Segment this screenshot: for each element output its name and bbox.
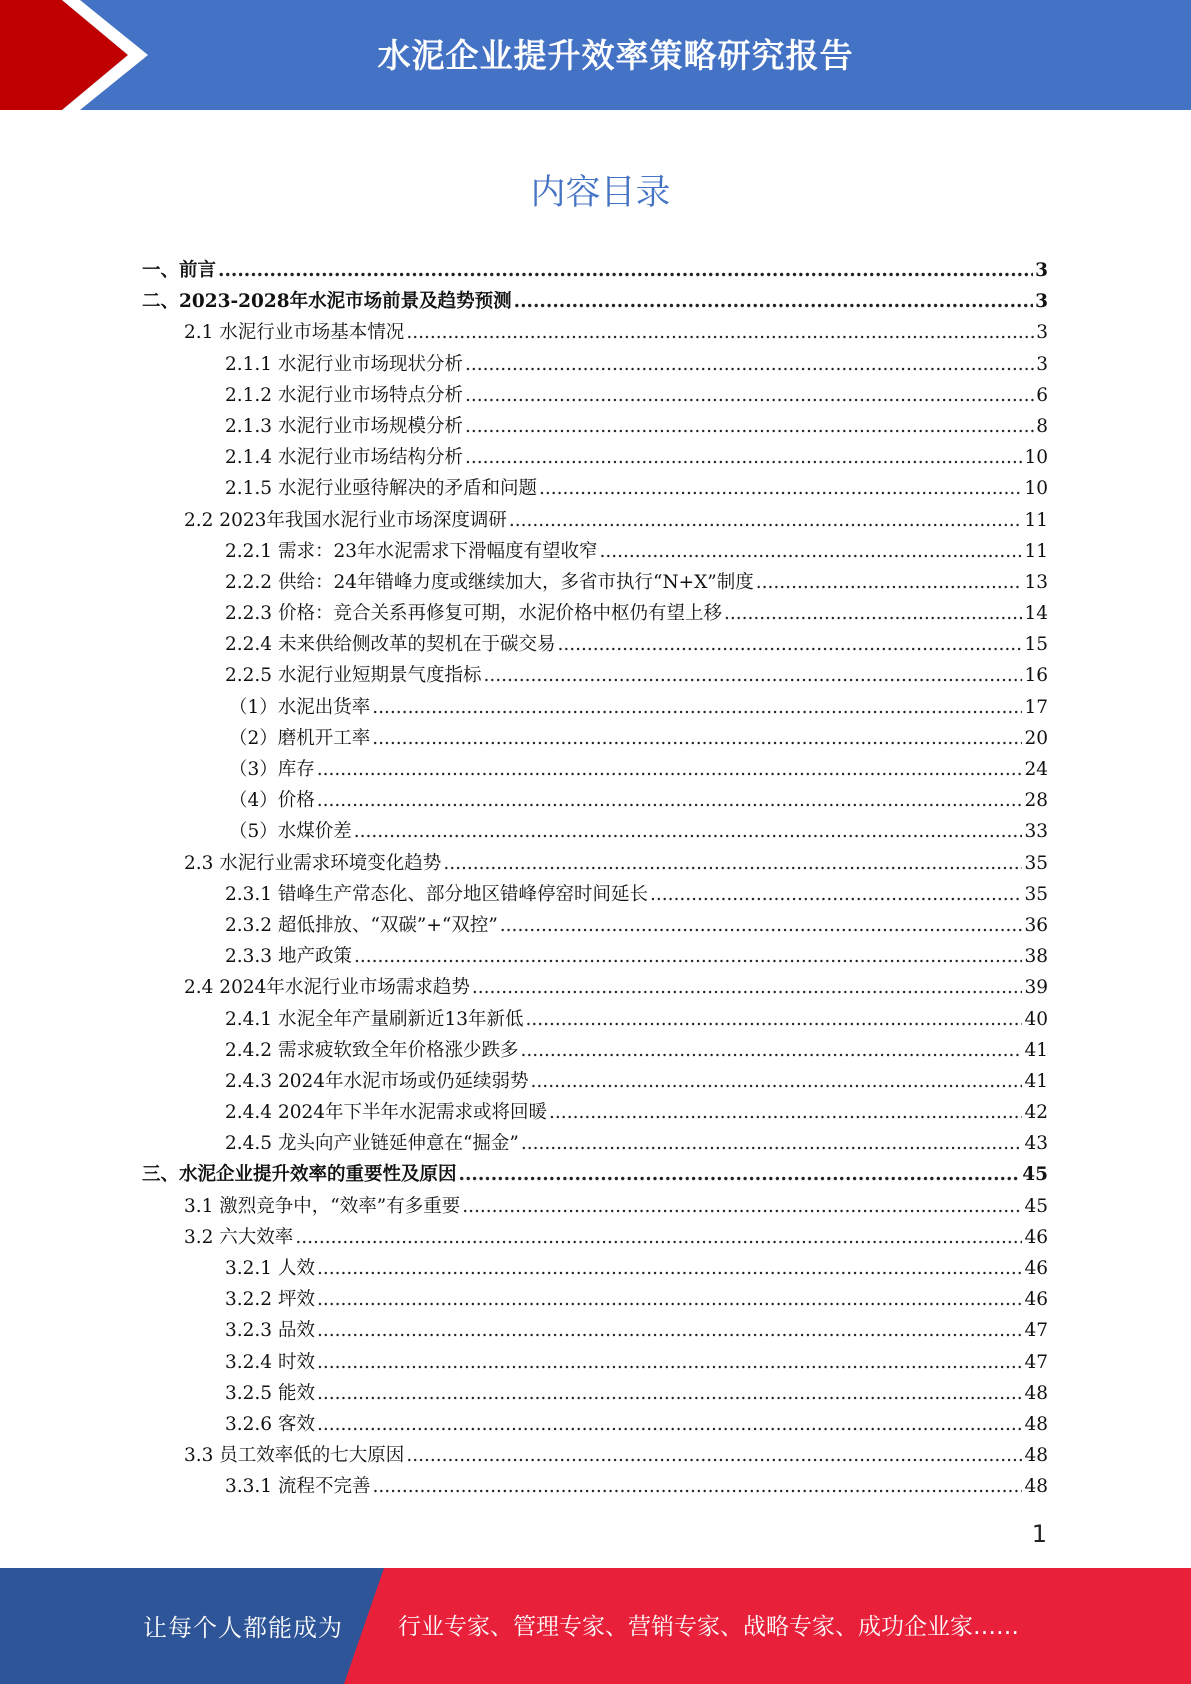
toc-dot-leader (317, 1409, 1023, 1440)
toc-dot-leader (509, 505, 1023, 536)
toc-entry-page: 15 (1024, 634, 1048, 656)
toc-entry-label: 2.1 水泥行业市场基本情况 (184, 322, 405, 344)
toc-entry-label: 2.4.4 2024年下半年水泥需求或将回暖 (225, 1102, 548, 1124)
toc-entry[interactable] (142, 1378, 1048, 1409)
toc-entry-label: 3.2.1 人效 (225, 1258, 315, 1279)
toc-entry[interactable] (142, 1347, 1048, 1378)
toc-entry-page: 6 (1036, 384, 1048, 406)
toc-dot-leader (465, 380, 1034, 411)
toc-entry[interactable] (142, 972, 1048, 1003)
toc-entry-page: 48 (1024, 1445, 1048, 1467)
toc-entry[interactable] (142, 848, 1048, 879)
toc-entry-page: 45 (1024, 1195, 1048, 1217)
toc-entry[interactable] (142, 816, 1048, 847)
toc-dot-leader (218, 255, 1033, 286)
toc-entry-label: 3.1 激烈竞争中，“效率”有多重要 (184, 1195, 461, 1217)
toc-entry-page: 36 (1024, 914, 1048, 936)
toc-entry-label: 2.4.5 龙头向产业链延伸意在“掘金” (225, 1133, 519, 1155)
toc-dot-leader (317, 1315, 1023, 1346)
toc-entry-page: 10 (1024, 478, 1048, 500)
toc-entry-page: 14 (1024, 603, 1048, 625)
toc-entry-label: 2.1.3 水泥行业市场规模分析 (225, 415, 463, 437)
toc-entry-label: 2.2.5 水泥行业短期景气度指标 (225, 665, 482, 687)
toc-entry[interactable] (142, 1222, 1048, 1253)
toc-dot-leader (500, 910, 1023, 941)
toc-entry-page: 11 (1024, 509, 1048, 531)
toc-entry-page: 41 (1024, 1070, 1048, 1092)
toc-dot-leader (354, 941, 1023, 972)
table-of-contents (142, 255, 1048, 1503)
report-title: 水泥企业提升效率策略研究报告 (377, 36, 854, 75)
toc-entry-label: 2.2.3 价格：竞合关系再修复可期，水泥价格中枢仍有望上移 (225, 603, 722, 625)
toc-entry-page: 40 (1024, 1008, 1048, 1030)
toc-entry-page: 33 (1024, 821, 1048, 843)
toc-entry-page: 48 (1024, 1413, 1048, 1435)
toc-entry[interactable] (142, 692, 1048, 723)
toc-entry[interactable] (142, 317, 1048, 348)
toc-dot-leader (317, 1347, 1023, 1378)
footer-slogan-right: 行业专家、管理专家、营销专家、战略专家、成功企业家…… (398, 1614, 1019, 1640)
toc-entry-page: 47 (1024, 1320, 1048, 1342)
toc-entry-label: 3.3.1 流程不完善 (225, 1476, 371, 1498)
toc-entry-label: 3.2.2 坪效 (225, 1289, 315, 1311)
footer-slogan-left: 让每个人都能成为 (143, 1614, 343, 1642)
toc-dot-leader (650, 879, 1022, 910)
toc-entry[interactable] (142, 1159, 1048, 1190)
toc-dot-leader (354, 816, 1023, 847)
toc-entry-page: 3 (1036, 322, 1048, 344)
toc-entry-page: 41 (1024, 1039, 1048, 1061)
toc-heading: 内容目录 (530, 173, 671, 213)
toc-entry[interactable] (142, 1284, 1048, 1315)
toc-entry-page: 35 (1024, 883, 1048, 905)
toc-dot-leader (317, 1284, 1023, 1315)
toc-dot-leader (483, 660, 1022, 691)
toc-entry[interactable] (142, 1191, 1048, 1222)
toc-entry-label: （4）价格 (229, 790, 315, 812)
toc-dot-leader (406, 1440, 1022, 1471)
toc-entry[interactable] (142, 723, 1048, 754)
toc-dot-leader (317, 1253, 1023, 1284)
toc-entry-label: 2.4 2024年水泥行业市场需求趋势 (184, 977, 470, 999)
toc-entry-label: 3.2.3 品效 (225, 1320, 315, 1342)
toc-entry-page: 35 (1024, 852, 1048, 874)
toc-dot-leader (372, 692, 1022, 723)
toc-entry[interactable] (142, 442, 1048, 473)
toc-entry-label: 2.4.2 需求疲软致全年价格涨少跌多 (225, 1039, 519, 1061)
toc-entry-label: 2.2 2023年我国水泥行业市场深度调研 (184, 509, 507, 531)
toc-entry-page: 39 (1024, 977, 1048, 999)
toc-entry[interactable] (142, 941, 1048, 972)
toc-entry-label: 三、水泥企业提升效率的重要性及原因 (142, 1164, 457, 1186)
toc-entry-page: 3 (1035, 260, 1048, 281)
toc-entry-label: 一、前言 (142, 260, 217, 281)
toc-entry[interactable] (142, 1097, 1048, 1128)
toc-dot-leader (462, 1191, 1022, 1222)
toc-dot-leader (317, 785, 1023, 816)
toc-entry[interactable] (142, 1035, 1048, 1066)
toc-entry-label: 2.1.2 水泥行业市场特点分析 (225, 384, 463, 406)
toc-entry-page: 47 (1024, 1351, 1048, 1373)
toc-entry-label: 2.4.1 水泥全年产量刷新近13年新低 (225, 1008, 524, 1030)
toc-entry-page: 3 (1035, 291, 1048, 313)
toc-entry-label: 2.3.3 地产政策 (225, 946, 352, 968)
toc-entry-label: （3）库存 (229, 759, 315, 780)
toc-entry[interactable] (142, 536, 1048, 567)
toc-dot-leader (317, 1378, 1023, 1409)
report-footer (0, 1568, 1191, 1684)
toc-entry-label: 2.2.4 未来供给侧改革的契机在于碳交易 (225, 634, 556, 656)
toc-dot-leader (526, 1004, 1023, 1035)
toc-entry[interactable] (142, 1004, 1048, 1035)
toc-entry-label: 3.2.4 时效 (225, 1351, 315, 1373)
toc-entry-label: 2.1.4 水泥行业市场结构分析 (225, 447, 463, 469)
toc-entry-label: 2.3.2 超低排放、“双碳”+“双控” (225, 914, 498, 936)
toc-dot-leader (600, 536, 1023, 567)
toc-entry-page: 3 (1036, 353, 1048, 375)
report-header (0, 0, 1191, 110)
toc-entry-page: 38 (1024, 946, 1048, 968)
toc-entry-label: 3.2.5 能效 (225, 1382, 315, 1404)
toc-entry[interactable] (142, 505, 1048, 536)
toc-entry-page: 42 (1024, 1102, 1048, 1124)
toc-entry-label: 2.2.1 需求：23年水泥需求下滑幅度有望收窄 (225, 540, 598, 562)
toc-entry-label: （5）水煤价差 (229, 821, 352, 843)
toc-dot-leader (459, 1159, 1021, 1190)
toc-entry[interactable] (142, 380, 1048, 411)
toc-entry-label: （1）水泥出货率 (229, 696, 371, 718)
toc-entry-label: 2.3.1 错峰生产常态化、部分地区错峰停窑时间延长 (225, 883, 648, 905)
toc-dot-leader (549, 1097, 1022, 1128)
toc-dot-leader (295, 1222, 1022, 1253)
toc-entry[interactable] (142, 411, 1048, 442)
toc-entry-page: 20 (1024, 727, 1048, 749)
toc-entry-label: 3.2 六大效率 (184, 1226, 294, 1248)
toc-dot-leader (465, 411, 1034, 442)
toc-dot-leader (472, 972, 1023, 1003)
page-number: 1 (1031, 1520, 1047, 1548)
toc-entry-page: 8 (1036, 415, 1048, 437)
toc-dot-leader (465, 349, 1034, 380)
toc-entry-page: 24 (1024, 759, 1048, 780)
toc-entry-label: 3.2.6 客效 (225, 1413, 315, 1435)
toc-entry[interactable] (142, 255, 1048, 286)
toc-entry-page: 48 (1024, 1476, 1048, 1498)
toc-entry-label: 2.4.3 2024年水泥市场或仍延续弱势 (225, 1070, 529, 1092)
toc-entry[interactable] (142, 473, 1048, 504)
toc-entry[interactable] (142, 879, 1048, 910)
toc-dot-leader (531, 1066, 1023, 1097)
toc-dot-leader (317, 754, 1023, 785)
toc-entry[interactable] (142, 598, 1048, 629)
toc-entry[interactable] (142, 785, 1048, 816)
toc-entry-page: 13 (1024, 571, 1048, 593)
toc-entry-label: 2.2.2 供给：24年错峰力度或继续加大，多省市执行“N+X”制度 (225, 571, 754, 593)
toc-entry-page: 46 (1024, 1258, 1048, 1279)
toc-entry-page: 48 (1024, 1382, 1048, 1404)
toc-entry-page: 43 (1024, 1133, 1048, 1155)
toc-entry[interactable] (142, 567, 1048, 598)
toc-entry-label: 3.3 员工效率低的七大原因 (184, 1445, 405, 1467)
toc-entry-page: 46 (1024, 1226, 1048, 1248)
toc-entry[interactable] (142, 660, 1048, 691)
toc-entry[interactable] (142, 286, 1048, 317)
toc-dot-leader (372, 723, 1022, 754)
toc-entry[interactable] (142, 1409, 1048, 1440)
toc-entry[interactable] (142, 910, 1048, 941)
toc-entry-label: 2.3 水泥行业需求环境变化趋势 (184, 852, 442, 874)
toc-entry-label: （2）磨机开工率 (229, 727, 371, 749)
toc-entry-page: 16 (1024, 665, 1048, 687)
toc-entry-page: 46 (1024, 1289, 1048, 1311)
toc-dot-leader (465, 442, 1022, 473)
toc-entry[interactable] (142, 349, 1048, 380)
toc-dot-leader (443, 848, 1022, 879)
toc-entry-label: 二、2023-2028年水泥市场前景及趋势预测 (142, 291, 512, 313)
toc-entry[interactable] (142, 1128, 1048, 1159)
toc-dot-leader (756, 567, 1023, 598)
toc-entry-page: 11 (1024, 540, 1048, 562)
toc-entry[interactable] (142, 1440, 1048, 1471)
toc-dot-leader (514, 286, 1033, 317)
toc-dot-leader (520, 1035, 1022, 1066)
toc-entry-label: 2.1.5 水泥行业亟待解决的矛盾和问题 (225, 478, 537, 500)
toc-dot-leader (557, 629, 1022, 660)
toc-entry[interactable] (142, 1253, 1048, 1284)
toc-dot-leader (539, 473, 1022, 504)
toc-entry-page: 28 (1024, 790, 1048, 812)
toc-dot-leader (521, 1128, 1023, 1159)
toc-entry[interactable] (142, 629, 1048, 660)
toc-entry[interactable] (142, 754, 1048, 785)
toc-entry[interactable] (142, 1315, 1048, 1346)
toc-entry-label: 2.1.1 水泥行业市场现状分析 (225, 353, 463, 375)
toc-entry-page: 45 (1022, 1164, 1048, 1186)
toc-dot-leader (724, 598, 1022, 629)
toc-dot-leader (406, 317, 1034, 348)
toc-dot-leader (372, 1471, 1022, 1502)
toc-entry[interactable] (142, 1471, 1048, 1502)
toc-entry-page: 17 (1024, 696, 1048, 718)
toc-entry[interactable] (142, 1066, 1048, 1097)
toc-entry-page: 10 (1024, 447, 1048, 469)
